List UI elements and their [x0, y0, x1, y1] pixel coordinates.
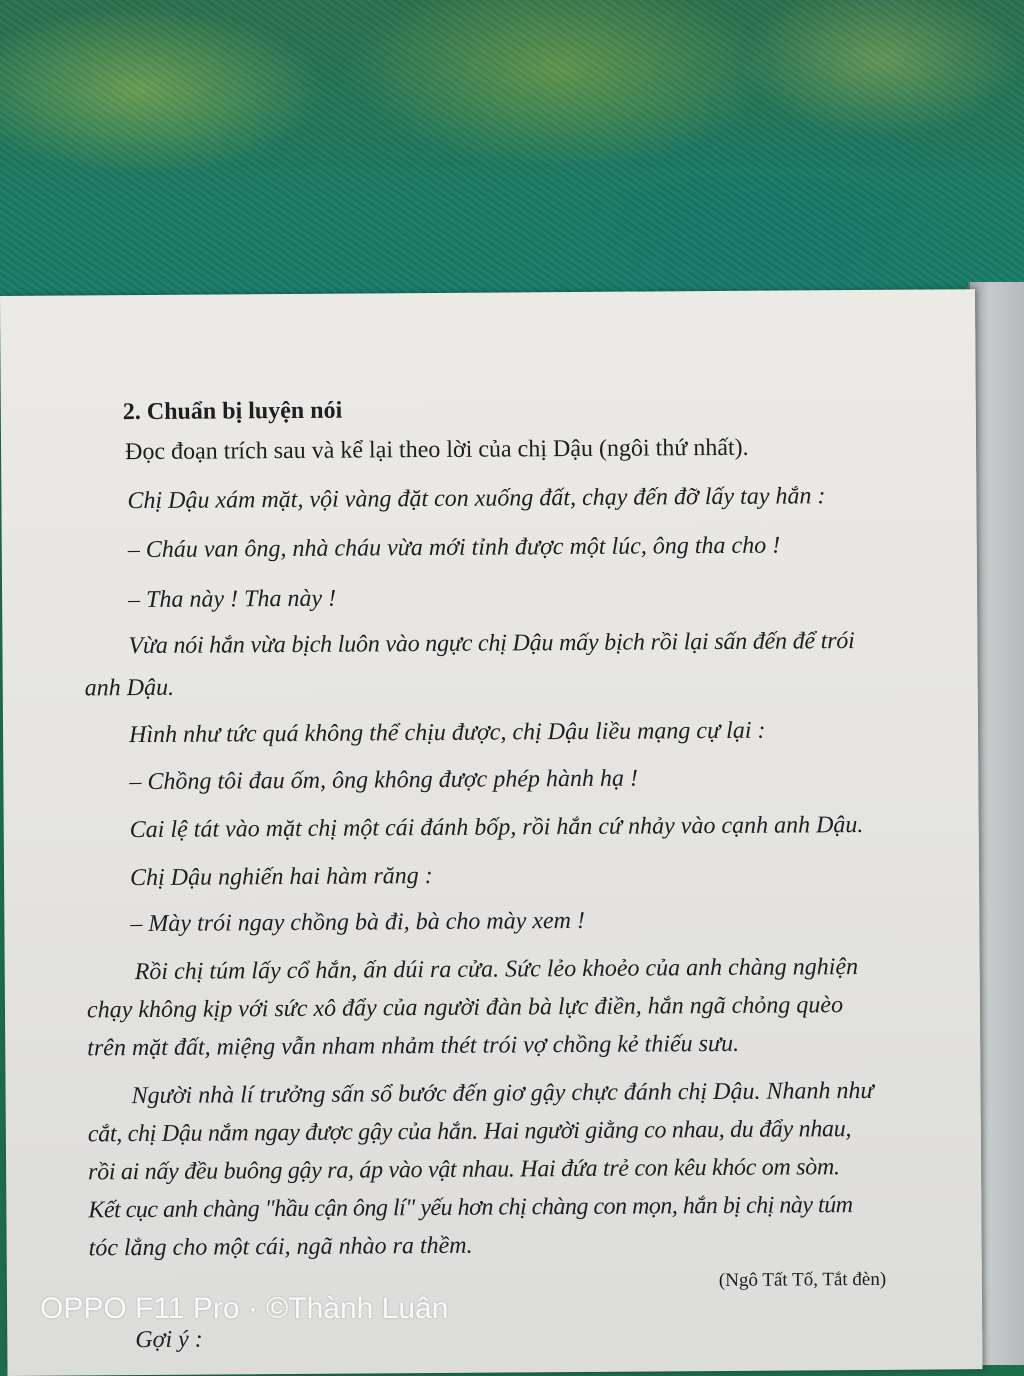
passage-line: Vừa nói hắn vừa bịch luôn vào ngực chị Dậu mấy bịch rồi lại sấn đến để trói	[128, 628, 855, 660]
hint-label: Gợi ý :	[135, 1326, 203, 1354]
passage-line: Người nhà lí trưởng sấn sổ bước đến giơ gậy chực đánh chị Dậu. Nhanh như	[131, 1077, 874, 1110]
passage-line: Cai lệ tát vào mặt chị một cái đánh bốp, rồi hắn cứ nhảy vào cạnh anh Dậu.	[129, 811, 864, 844]
passage-line: cắt, chị Dậu nắm ngay được gậy của hắn. Hai người giằng co nhau, du đẩy nhau,	[87, 1116, 852, 1148]
passage-line: anh Dậu.	[84, 674, 175, 702]
passage-line: tóc lẳng cho một cái, ngã nhào ra thềm.	[88, 1232, 473, 1262]
green-cloth-background	[0, 0, 1024, 330]
page-text	[0, 289, 983, 1376]
passage-line: – Cháu van ông, nhà cháu vừa mới tỉnh được một lúc, ông tha cho !	[127, 532, 781, 564]
section-heading: 2. Chuẩn bị luyện nói	[122, 397, 343, 426]
passage-line: rồi ai nấy đều buông gậy ra, áp vào vật nhau. Hai đứa trẻ con kêu khóc om sòm.	[88, 1154, 840, 1186]
passage-line: – Chồng tôi đau ốm, ông không được phép hành hạ !	[129, 765, 639, 796]
passage-line: trên mặt đất, miệng vẫn nham nhảm thét trói vợ chồng kẻ thiếu sưu.	[87, 1030, 740, 1062]
passage-line: Kết cục anh chàng "hầu cận ông lí" yếu hơn chị chàng con mọn, hắn bị chị này túm	[88, 1192, 853, 1224]
passage-line: – Mày trói ngay chồng bà đi, bà cho mày xem !	[130, 907, 586, 938]
camera-watermark: OPPO F11 Pro · ©Thành Luân	[40, 1292, 449, 1325]
passage-line: Chị Dậu xám mặt, vội vàng đặt con xuống đất, chạy đến đỡ lấy tay hắn :	[127, 483, 826, 515]
book-page	[0, 289, 983, 1376]
source-citation: (Ngô Tất Tố, Tắt đèn)	[718, 1268, 887, 1292]
instruction-text: Đọc đoạn trích sau và kể lại theo lời của chị Dậu (ngôi thứ nhất).	[125, 434, 749, 466]
passage-line: Hình như tức quá không thể chịu được, chị Dậu liều mạng cự lại :	[128, 717, 766, 749]
passage-line: Chị Dậu nghiến hai hàm răng :	[129, 862, 433, 892]
passage-line: – Tha này ! Tha này !	[128, 585, 337, 614]
passage-line: Rồi chị túm lấy cổ hắn, ấn dúi ra cửa. Sức lẻo khoẻo của anh chàng nghiện	[134, 954, 859, 986]
passage-line: chạy không kịp với sức xô đẩy của người đàn bà lực điền, hắn ngã chỏng quèo	[86, 992, 844, 1024]
